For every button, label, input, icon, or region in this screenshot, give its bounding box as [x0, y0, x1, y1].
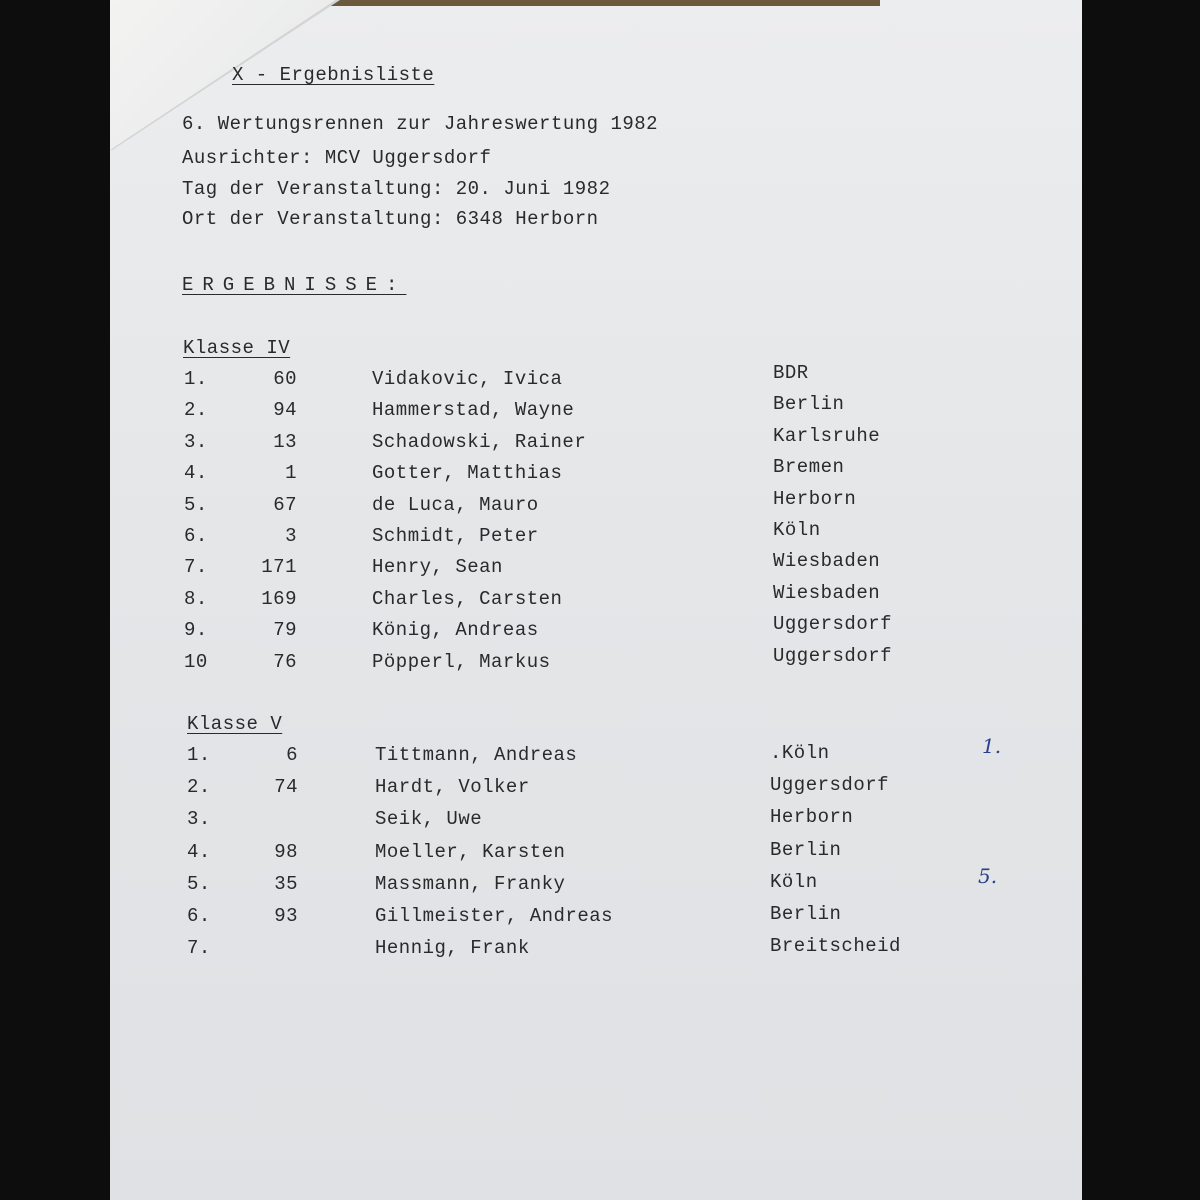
club-city-cell: Wiesbaden [773, 581, 881, 604]
start-number-cell: 93 [274, 905, 298, 927]
background-strip [330, 0, 880, 6]
position-cell: 5. [184, 493, 208, 516]
position-cell: 2. [184, 399, 208, 422]
club-city-cell: Herborn [773, 487, 857, 510]
start-number-cell: 79 [273, 619, 297, 642]
rider-name-cell: Gotter, Matthias [372, 462, 563, 485]
position-cell: 3. [184, 430, 208, 453]
results-heading: ERGEBNISSE: [182, 274, 407, 296]
club-city-cell: Herborn [770, 806, 854, 829]
club-city-cell: Karlsruhe [773, 424, 881, 447]
rider-name-cell: Henry, Sean [372, 556, 503, 579]
position-cell: 10 [184, 650, 208, 673]
club-city-cell: Köln [770, 870, 818, 893]
position-cell: 7. [187, 937, 211, 960]
start-number-cell: 60 [273, 368, 297, 390]
rider-name-cell: Hardt, Volker [375, 776, 530, 799]
rider-name-cell: Seik, Uwe [375, 808, 483, 831]
rider-name-cell: Massmann, Franky [375, 872, 566, 895]
header-line-4: Ort der Veranstaltung: 6348 Herborn [182, 208, 599, 230]
rider-name-cell: Vidakovic, Ivica [372, 368, 563, 390]
position-cell: 2. [187, 776, 211, 799]
position-cell: 7. [184, 556, 208, 579]
club-city-cell: BDR [773, 362, 809, 384]
club-city-cell: Köln [773, 519, 821, 541]
rider-name-cell: Moeller, Karsten [375, 840, 566, 863]
start-number-cell: 6 [286, 744, 298, 766]
position-cell: 5. [187, 872, 211, 895]
class-5-title: Klasse V [187, 713, 283, 735]
position-cell: 3. [187, 808, 211, 831]
start-number-cell: 1 [285, 462, 297, 485]
rider-name-cell: de Luca, Mauro [372, 493, 539, 516]
position-cell: 8. [184, 587, 208, 610]
club-city-cell: Berlin [773, 393, 845, 416]
position-cell: 4. [184, 462, 208, 485]
start-number-cell: 67 [273, 493, 297, 516]
document-title: X - Ergebnisliste [232, 64, 435, 86]
position-cell: 1. [187, 744, 211, 766]
start-number-cell: 171 [261, 556, 297, 579]
rider-name-cell: Schadowski, Rainer [372, 430, 587, 453]
position-cell: 9. [184, 619, 208, 642]
start-number-cell: 76 [273, 650, 297, 673]
rider-name-cell: König, Andreas [372, 619, 539, 642]
start-number-cell: 13 [273, 430, 297, 453]
rider-name-cell: Pöpperl, Markus [372, 650, 551, 673]
start-number-cell: 74 [274, 776, 298, 799]
club-city-cell: Breitscheid [770, 935, 901, 958]
rider-name-cell: Tittmann, Andreas [375, 744, 578, 766]
start-number-cell: 35 [274, 872, 298, 895]
rider-name-cell: Schmidt, Peter [372, 525, 539, 547]
handwritten-note-2: 5. [978, 864, 998, 888]
start-number-cell: 98 [274, 840, 298, 863]
position-cell: 6. [187, 905, 211, 927]
handwritten-note-1: 1. [982, 734, 1002, 758]
club-city-cell: .Köln [770, 742, 830, 764]
position-cell: 1. [184, 368, 208, 390]
club-city-cell: Berlin [770, 838, 842, 861]
club-city-cell: Bremen [773, 456, 845, 479]
start-number-cell: 169 [261, 587, 297, 610]
club-city-cell: Uggersdorf [770, 774, 890, 797]
club-city-cell: Berlin [770, 903, 842, 925]
club-city-cell: Uggersdorf [773, 613, 893, 636]
position-cell: 6. [184, 525, 208, 547]
rider-name-cell: Hammerstad, Wayne [372, 399, 575, 422]
rider-name-cell: Hennig, Frank [375, 937, 530, 960]
rider-name-cell: Charles, Carsten [372, 587, 563, 610]
header-line-2: Ausrichter: MCV Uggersdorf [182, 147, 492, 169]
header-line-3: Tag der Veranstaltung: 20. Juni 1982 [182, 178, 611, 200]
start-number-cell: 3 [285, 525, 297, 547]
rider-name-cell: Gillmeister, Andreas [375, 905, 614, 927]
club-city-cell: Uggersdorf [773, 644, 893, 667]
header-line-1: 6. Wertungsrennen zur Jahreswertung 1982 [182, 113, 659, 135]
class-4-title: Klasse IV [183, 337, 291, 359]
start-number-cell: 94 [273, 399, 297, 422]
club-city-cell: Wiesbaden [773, 550, 881, 573]
position-cell: 4. [187, 840, 211, 863]
